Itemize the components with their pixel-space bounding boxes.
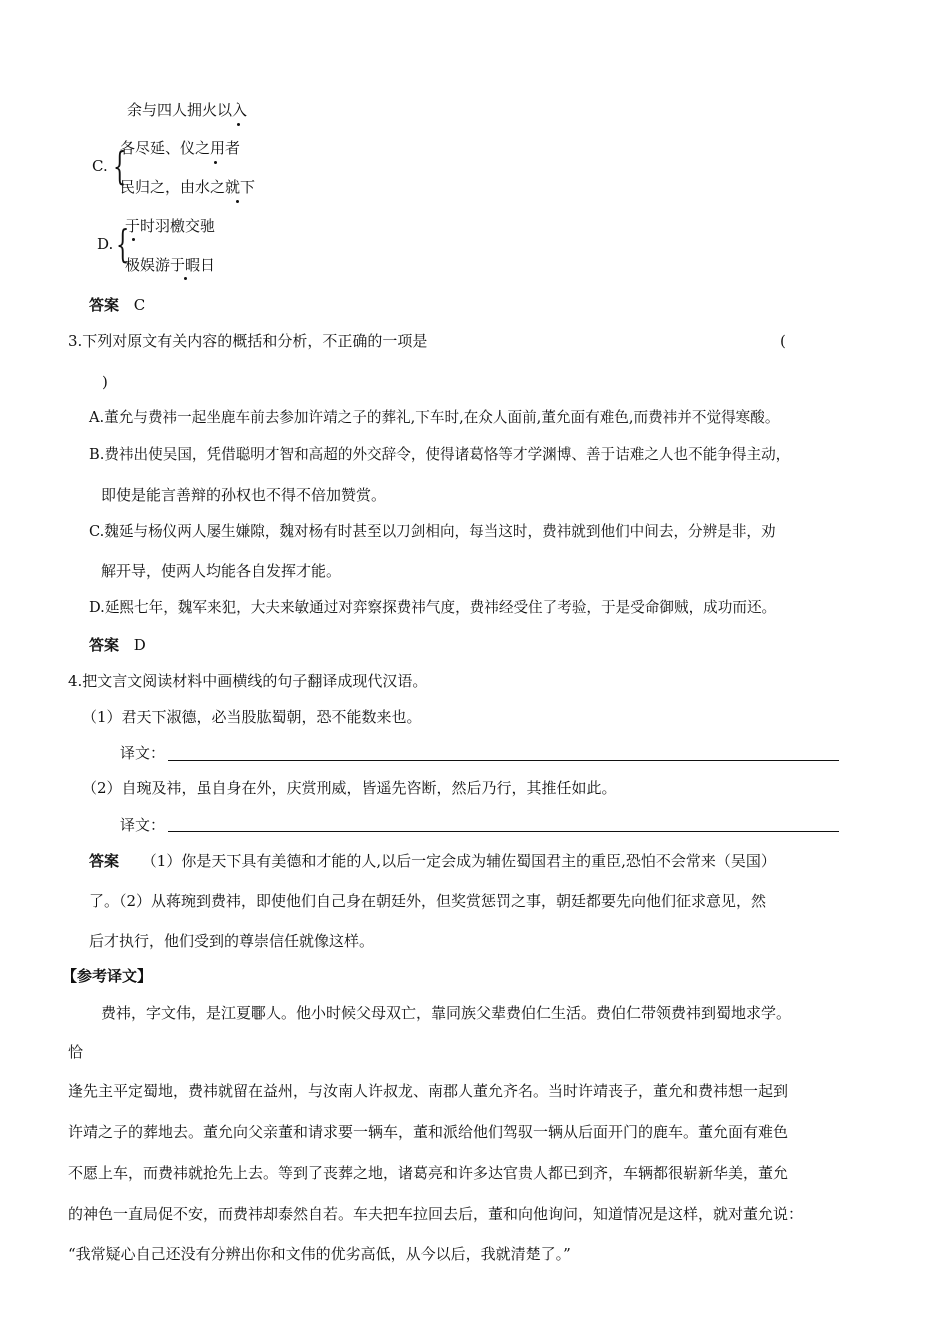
q4-answer-line3: 后才执行，他们受到的尊崇信任就像这样。 — [89, 932, 375, 950]
emphasis-dot — [132, 238, 135, 241]
reference-paragraph-line: 费祎，字文伟，是江夏鄳人。他小时候父母双亡，靠同族父辈费伯仁生活。费伯仁带领费祎到蜀地求学。 — [101, 1004, 792, 1022]
option-d-label: D. — [97, 235, 114, 253]
q3-option-b-line1: B.费祎出使吴国，凭借聪明才智和高超的外交辞令，使得诸葛恪等才学渊博、善于诘难之人也不能争得主动， — [89, 446, 791, 463]
reference-paragraph-line: “我常疑心自己还没有分辨出你和文伟的优劣高低，从今以后，我就清楚了。” — [68, 1245, 571, 1263]
translation-label: 译文： — [120, 816, 166, 834]
q4-answer-line2: 了。（2）从蒋琬到费祎，即使他们自己身在朝廷外，但奖赏惩罚之事，朝廷都要先向他们征求意见，然 — [89, 892, 767, 910]
q3-option-b-line2: 即使是能言善辩的孙权也不得不倍加赞赏。 — [101, 486, 387, 504]
q3-option-d: D.延熙七年，魏军来犯，大夫来敏通过对弈察探费祎气度，费祎经受住了考验，于是受命御贼，成功而还。 — [89, 599, 777, 616]
emphasis-dot — [236, 200, 239, 203]
q3-answer — [89, 635, 146, 655]
option-d-line2: 极娱游于暇日 — [125, 256, 216, 274]
option-c-line1: 各尽延、仪之用者 — [120, 139, 241, 157]
emphasis-dot — [237, 123, 240, 126]
reference-paragraph-line: 许靖之子的葬地去。董允向父亲董和请求要一辆车，董和派给他们驾驭一辆从后面开门的鹿车。董允面有难色 — [68, 1123, 789, 1141]
q3-stem: 3.下列对原文有关内容的概括和分析，不正确的一项是 — [68, 332, 428, 350]
answer-value: C — [133, 296, 146, 314]
translation-label: 译文： — [120, 744, 166, 762]
reference-paragraph-line: 的神色一直局促不安，而费祎却泰然自若。车夫把车拉回去后，董和向他询问，知道情况是这样，就对董允说： — [68, 1205, 804, 1223]
reference-heading: 【参考译文】 — [62, 967, 153, 985]
emphasis-dot — [184, 277, 187, 280]
q3-option-a: A.董允与费祎一起坐鹿车前去参加许靖之子的葬礼,下车时,在众人面前,董允面有难色,而费祎并不觉得寒酸。 — [89, 409, 780, 426]
translation-answer-line[interactable] — [168, 760, 839, 761]
q3-paren-close: ) — [102, 373, 108, 391]
reference-paragraph-line: 恰 — [68, 1043, 84, 1061]
q4-sentence-1: （1）君天下淑德，必当股肱蜀朝，恐不能数来也。 — [82, 708, 422, 726]
emphasis-dot — [214, 161, 217, 164]
q3-option-c-line1: C.魏延与杨仪两人屡生嫌隙，魏对杨有时甚至以刀剑相向，每当这时，费祎就到他们中间去，分辨是非，劝 — [89, 523, 776, 540]
brace-d: { — [116, 222, 130, 266]
option-c-label: C. — [92, 157, 108, 175]
q2-answer — [89, 295, 145, 315]
q4-stem: 4.把文言文阅读材料中画横线的句子翻译成现代汉语。 — [68, 672, 428, 690]
answer-text: （1）你是天下具有美德和才能的人,以后一定会成为辅佐蜀国君主的重臣,恐怕不会常来（吴国） — [141, 852, 776, 870]
option-d-line1: 于时羽檄交驰 — [125, 217, 216, 235]
reference-paragraph-line: 逢先主平定蜀地，费祎就留在益州，与汝南人许叔龙、南郡人董允齐名。当时许靖丧子，董允和费祎想一起到 — [68, 1082, 789, 1100]
answer-value: D — [133, 636, 146, 654]
option-b-line2: 余与四人拥火以入 — [127, 101, 248, 119]
brace-c: { — [113, 144, 127, 188]
q4-sentence-2: （2）自琬及祎，虽自身在外，庆赏刑威，皆遥先咨断，然后乃行，其推任如此。 — [82, 779, 617, 797]
answer-label: 答案 — [89, 296, 120, 314]
answer-label: 答案 — [89, 636, 120, 654]
q3-paren-open: ( — [780, 332, 786, 350]
q3-option-c-line2: 解开导，使两人均能各自发挥才能。 — [101, 562, 342, 580]
reference-paragraph-line: 不愿上车，而费祎就抢先上去。等到了丧葬之地，诸葛亮和许多达官贵人都已到齐，车辆都很崭新华美，董允 — [68, 1164, 789, 1182]
q4-answer-line1 — [89, 851, 776, 871]
option-c-line2: 民归之，由水之就下 — [120, 178, 256, 196]
answer-label: 答案 — [89, 852, 120, 870]
translation-answer-line[interactable] — [168, 831, 839, 832]
